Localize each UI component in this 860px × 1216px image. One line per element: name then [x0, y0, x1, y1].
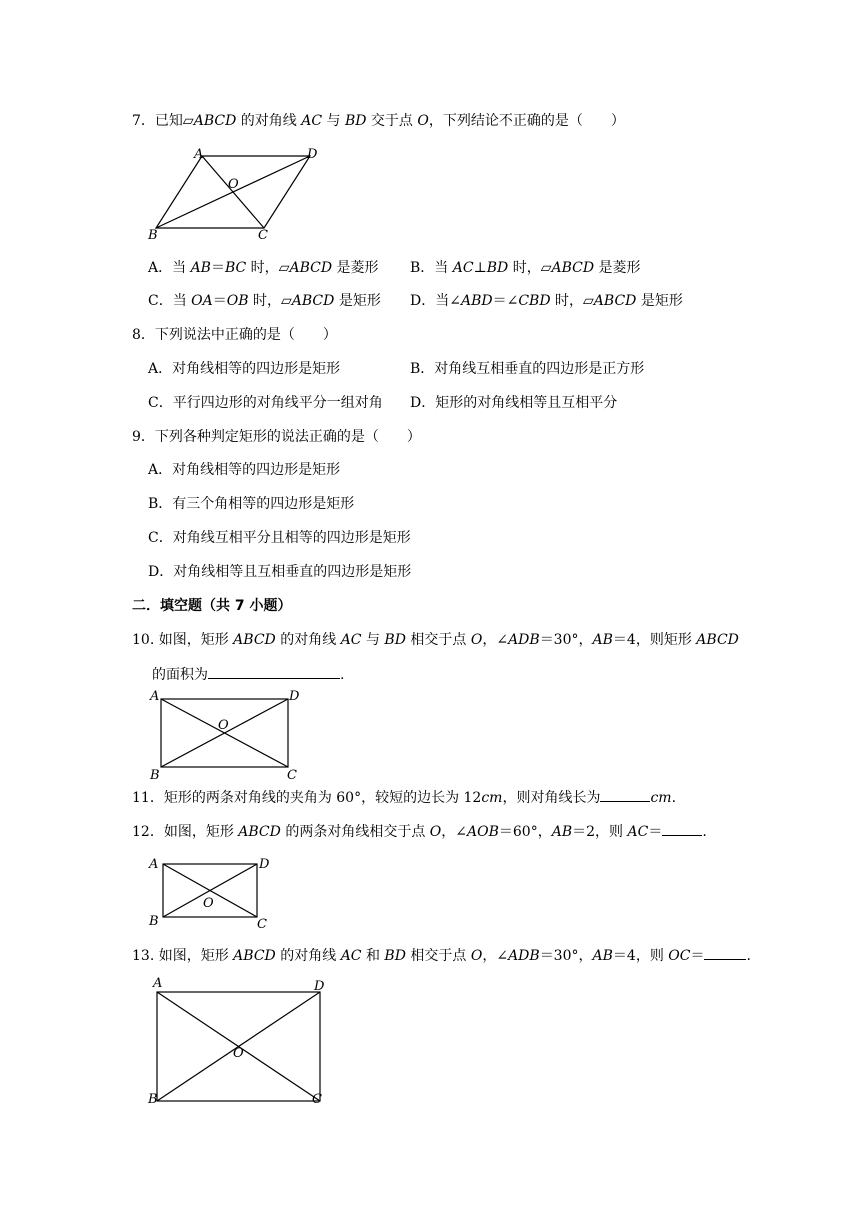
q13-label-b: B	[148, 1092, 158, 1107]
parallelogram-symbol: ▱	[280, 293, 292, 309]
q8-option-a: A．对角线相等的四边形是矩形	[148, 361, 341, 377]
q9-option-a: A．对角线相等的四边形是矩形	[148, 462, 341, 478]
q13-label-d: D	[314, 979, 325, 994]
q11-stem: 11．矩形的两条对角线的夹角为 60°，较短的边长为 12cm，则对角线长为 cm.	[132, 787, 676, 808]
q12-label-d: D	[259, 857, 270, 872]
q10-label-b: B	[150, 768, 160, 783]
answer-blank[interactable]	[704, 945, 746, 960]
answer-blank[interactable]	[208, 664, 340, 679]
q13-rectangle-figure	[143, 972, 343, 1112]
q12-stem: 12．如图，矩形 ABCD 的两条对角线相交于点 O，∠AOB＝60°，AB＝2，则 AC＝ .	[132, 821, 707, 842]
parallelogram-symbol: ▱	[278, 260, 290, 276]
q9-option-c: C．对角线互相平分且相等的四边形是矩形	[148, 530, 411, 546]
q7-option-c: C．当 OA＝OB 时，▱ABCD 是矩形	[148, 293, 381, 309]
q12-label-b: B	[149, 914, 159, 929]
q7-stem: 7．已知▱ABCD 的对角线 AC 与 BD 交于点 O，下列结论不正确的是（ ）	[132, 113, 625, 129]
q12-label-c: C	[257, 917, 267, 932]
q7-option-b: B．当 AC⊥BD 时，▱ABCD 是菱形	[410, 260, 641, 276]
q13-label-o: O	[233, 1046, 244, 1061]
q10-stem-line1: 10. 如图，矩形 ABCD 的对角线 AC 与 BD 相交于点 O，∠ADB＝30°，AB＝4，则矩形 ABCD	[132, 632, 739, 648]
parallelogram-symbol: ▱	[540, 260, 552, 276]
answer-blank[interactable]	[662, 821, 702, 836]
q9-stem: 9．下列各种判定矩形的说法正确的是（ ）	[132, 429, 421, 445]
q12-label-a: A	[149, 857, 159, 872]
q13-label-a: A	[153, 976, 163, 991]
q8-option-b: B．对角线互相垂直的四边形是正方形	[410, 361, 645, 377]
q12-label-o: O	[203, 896, 214, 911]
q7-parallelogram-figure	[140, 140, 330, 250]
parallelogram-symbol: ▱	[583, 293, 594, 309]
q7-label-b: B	[148, 228, 158, 243]
q12-rectangle-figure	[145, 852, 285, 932]
q7-label-d: D	[307, 147, 318, 162]
q13-stem: 13. 如图，矩形 ABCD 的对角线 AC 和 BD 相交于点 O，∠ADB＝30°，AB＝4，则 OC＝ .	[132, 945, 751, 966]
q9-option-d: D．对角线相等且互相垂直的四边形是矩形	[148, 564, 412, 580]
q7-label-a: A	[194, 147, 204, 162]
q7-option-a: A．当 AB＝BC 时，▱ABCD 是菱形	[148, 260, 379, 276]
q9-option-b: B．有三个角相等的四边形是矩形	[148, 496, 355, 512]
q10-label-c: C	[287, 768, 297, 783]
parallelogram-symbol: ▱	[182, 113, 194, 129]
q10-label-a: A	[150, 689, 160, 704]
q10-label-o: O	[218, 718, 229, 733]
q7-option-d: D．当∠ABD＝∠CBD 时，▱ABCD 是矩形	[410, 293, 683, 309]
q7-label-c: C	[258, 228, 268, 243]
q10-rectangle-figure	[145, 685, 315, 785]
q8-option-c: C．平行四边形的对角线平分一组对角	[148, 395, 383, 411]
q10-label-d: D	[289, 689, 300, 704]
q7-label-o: O	[228, 177, 239, 192]
section-title: 二．填空题（共 7 小题）	[132, 598, 292, 614]
q8-option-d: D．矩形的对角线相等且互相平分	[410, 395, 618, 411]
answer-blank[interactable]	[600, 787, 650, 802]
q10-stem-line2: 的面积为 .	[152, 664, 344, 685]
q13-label-c: C	[312, 1092, 322, 1107]
q8-stem: 8．下列说法中正确的是（ ）	[132, 327, 337, 343]
